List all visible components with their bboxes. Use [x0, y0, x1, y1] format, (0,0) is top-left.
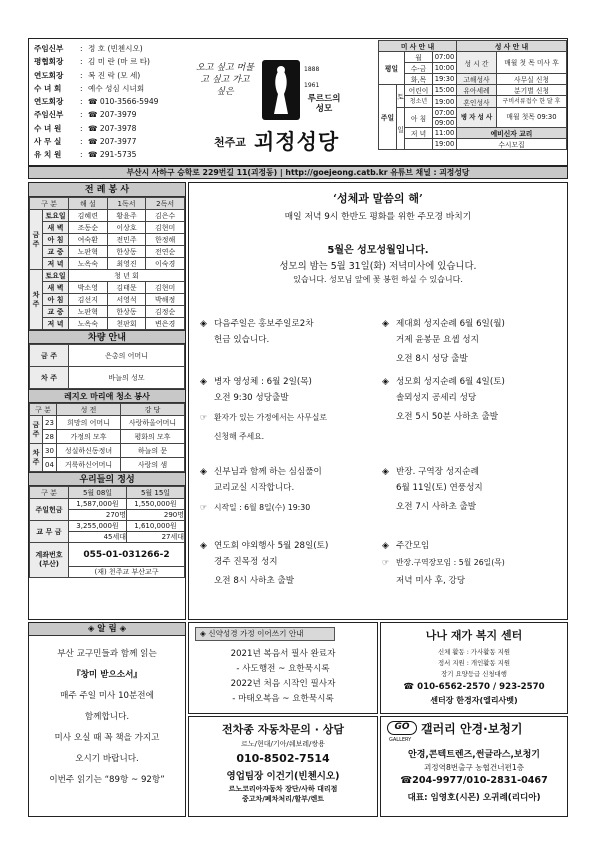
announcement-line: 거제 윤봉문 요셉 성지 — [396, 335, 479, 345]
staff-role: 수 녀 회 — [34, 83, 62, 93]
finance-h-0508: 5월 08일 — [69, 487, 127, 499]
sunday-label: 주일 — [379, 85, 397, 150]
finance-h-0515: 5월 15일 — [127, 487, 185, 499]
car-next-value: 바늘의 성모 — [69, 367, 185, 389]
legio-table — [29, 403, 185, 472]
optic-logo: GO — [387, 721, 417, 735]
staff-row — [34, 69, 184, 82]
mass-time-cell: 09:00 — [433, 118, 457, 128]
staff-sep: : — [80, 110, 83, 120]
announcement-item — [382, 318, 562, 369]
staff-value: 정 호 (빈첸시오) — [88, 44, 143, 53]
welfare-l3: 장기 요양등급 신청대행 — [441, 670, 507, 678]
liturgy-reader: 김정순 — [146, 306, 185, 318]
pointer-icon: ☞ — [382, 558, 390, 567]
mass-time-cell: 10:00 — [433, 63, 457, 74]
liturgy-reader: 한상동 — [107, 246, 146, 258]
car-ad-note2: 중고차/폐차처리/할부/렌트 — [241, 795, 325, 803]
notice-l6: 오시기 바랍니다. — [75, 754, 139, 764]
founding-year: 1888 — [304, 66, 320, 73]
liturgy-mass: 새 벽 — [43, 222, 69, 234]
legio-sanctuary: 가정의 모후 — [57, 430, 121, 444]
liturgy-mass: 아 침 — [43, 234, 69, 246]
welfare-head: 센터장 한경자(엘리사벳) — [430, 696, 518, 705]
legio-sanctuary: 희망의 어머니 — [57, 416, 121, 430]
mass-time-cell: 청소년 — [405, 96, 433, 108]
announcement-line: 경주 진목정 성지 — [214, 557, 278, 567]
liturgy-reader: 전연순 — [146, 246, 185, 258]
staff-sep: : — [80, 137, 83, 147]
staff-value: 복 진 락 (모 세) — [88, 70, 141, 80]
catechumen-value: 수시모집 — [457, 139, 567, 150]
announcement-line: 반장. 구역장 성지순례 — [396, 467, 479, 477]
notice-book: 『창미 받으소서』 — [72, 670, 142, 680]
legio-hall: 사랑의 샘 — [121, 458, 185, 472]
liturgy-reader: 김현미 — [146, 222, 185, 234]
mass-time-cell: 수-금 — [405, 63, 433, 74]
notice-l1: 부산 교구민들과 함께 읽는 — [57, 649, 157, 659]
car-ad-manager: 영업팀장 이건기(빈첸시오) — [226, 771, 340, 782]
catechumen-title: 예비신자 교리 — [457, 128, 567, 139]
account-number: 055-01-031266-2 — [69, 543, 185, 567]
offering-0515: 1,550,000원 — [127, 499, 185, 510]
sacrament-guide-title: 성 사 안 내 — [457, 41, 567, 52]
liturgy-mass: 교 중 — [43, 306, 69, 318]
optic-items: 안경,콘텍트렌즈,썬글라스,보청기 — [408, 750, 540, 760]
optic-gallery: GALLERY — [389, 737, 412, 743]
liturgy-row — [30, 210, 185, 222]
legio-hall: 평화의 모후 — [121, 430, 185, 444]
staff-sep: : — [80, 57, 83, 67]
liturgy-row — [30, 294, 185, 306]
staff-sep: : — [80, 97, 83, 107]
diamond-bullet-icon: ◈ — [382, 319, 389, 329]
announcement-item — [200, 540, 380, 591]
year-theme: ‘성체과 말씀의 해’ — [333, 192, 423, 205]
mass-time-cell — [405, 139, 433, 150]
logo-area — [190, 42, 370, 164]
liturgy-h-commentary: 해 설 — [69, 198, 108, 210]
sacrament-label: 유아세례 — [457, 85, 497, 96]
offering-label: 주일헌금 — [30, 499, 69, 521]
notice-l3: 매주 주일 미사 10분전에 — [60, 691, 154, 701]
announcement-line: 오전 8시 성당 출발 — [396, 354, 468, 364]
bible-l4: - 마태오복음 ~ 요한묵시록 — [232, 694, 334, 704]
liturgy-reader: 노옥숙 — [69, 318, 108, 330]
liturgy-mass: 아 침 — [43, 294, 69, 306]
liturgy-row — [30, 306, 185, 318]
liturgy-row — [30, 258, 185, 270]
car-ad-tel: 010-8502-7514 — [236, 752, 330, 765]
offering-0508: 1,587,000원 — [69, 499, 127, 510]
car-title: 차량 안내 — [29, 330, 185, 344]
liturgy-mass: 저 녁 — [43, 318, 69, 330]
sunday-day-label: 일 — [397, 108, 405, 150]
account-holder: (재) 천주교 부산교구 — [69, 567, 185, 578]
announcement-line: 병자 영성체 : 6월 2일(목) — [214, 377, 312, 387]
announcement-item — [200, 376, 380, 446]
liturgy-reader: 서영석 — [107, 294, 146, 306]
mass-time-cell: 월 — [405, 52, 433, 63]
liturgy-row — [30, 222, 185, 234]
dues-count-0508: 45세대 — [69, 532, 127, 543]
liturgy-reader: 천판회 — [107, 318, 146, 330]
welfare-title: 나나 재가 복지 센터 — [425, 629, 523, 642]
legio-sanctuary: 거룩하신어머니 — [57, 458, 121, 472]
legio-week: 금 주 — [30, 416, 43, 444]
lourdes-mary: 루르드의 성모 — [307, 94, 341, 114]
liturgy-week-label: 차 주 — [30, 270, 43, 330]
staff-sep: : — [80, 44, 83, 53]
diamond-bullet-icon: ◈ — [382, 467, 389, 477]
legio-num: 04 — [43, 458, 57, 472]
liturgy-row — [30, 282, 185, 294]
staff-role: 주임신부 — [34, 44, 64, 53]
diamond-bullet-icon: ◈ — [200, 541, 207, 551]
staff-sep: : — [80, 83, 83, 93]
liturgy-row — [30, 318, 185, 330]
car-ad-note1: 르노코리아자동차 장단/사하 대리점 — [228, 785, 338, 793]
liturgy-reader: 김태문 — [107, 282, 146, 294]
liturgy-week-label: 금 주 — [30, 210, 43, 270]
sacrament-label: 혼인성사 — [457, 96, 497, 108]
liturgy-reader: 한상동 — [107, 306, 146, 318]
announcement-line: 반장.구역장모임 : 5월 26일(목) — [396, 558, 505, 567]
diamond-bullet-icon: ◈ — [200, 467, 207, 477]
liturgy-h-reading2: 2독서 — [146, 198, 185, 210]
mass-time-cell: 어린이 — [405, 85, 433, 96]
diamond-bullet-icon: ◈ — [200, 377, 207, 387]
bible-l3: 2022년 처음 시작인 필사자 — [230, 679, 336, 689]
announcement-line: 다음주일은 홍보주일로2차 — [214, 319, 314, 329]
mass-time-cell: 저 녁 — [405, 128, 433, 139]
sacrament-value: 매월 첫 목 미사 후 — [497, 52, 567, 74]
optic-location: 괴정역8번출구 농협건너편1층 — [423, 763, 525, 772]
staff-row — [34, 55, 184, 68]
liturgy-reader: 김선지 — [69, 294, 108, 306]
liturgy-reader: 이상호 — [107, 222, 146, 234]
welfare-tel: ☎ 010-6562-2570 / 923-2570 — [403, 682, 545, 692]
staff-row — [34, 122, 184, 135]
sacrament-value: 분기별 신청 — [497, 85, 567, 96]
welfare-l2: 정서 지원 : 개인활동 지원 — [437, 659, 510, 667]
bible-l2: - 사도행전 ~ 요한묵시록 — [236, 664, 330, 674]
announcement-line: 오전 7시 사하초 출발 — [396, 502, 477, 512]
announcement-line: 교리교실 시작합니다. — [214, 483, 295, 493]
bible-l1: 2021년 복음서 필사 완료자 — [230, 649, 336, 659]
bible-box — [188, 622, 378, 714]
liturgy-table — [29, 197, 185, 330]
dues-0508: 3,255,000원 — [69, 521, 127, 532]
weekday-label: 평일 — [379, 52, 405, 85]
car-ad-brands: 르노/현대/기아/쉐보레/쌍용 — [241, 740, 325, 748]
liturgy-mass: 토요일 — [43, 270, 69, 282]
diamond-bullet-icon: ◈ — [200, 319, 207, 329]
staff-row — [34, 108, 184, 121]
legio-hall: 사랑하올어머니 — [121, 416, 185, 430]
pointer-icon: ☞ — [200, 413, 208, 422]
welfare-l1: 신체 활동 : 가사활동 지원 — [437, 648, 510, 656]
announcement-line: 오전 8시 사하초 출발 — [214, 576, 295, 586]
sacrament-value: 구비서류접수 한 달 후 — [497, 96, 567, 108]
may-title: 5월은 성모성월입니다. — [327, 245, 429, 256]
liturgy-reader: 김혜련 — [69, 210, 108, 222]
liturgy-reader: 노판혁 — [69, 246, 108, 258]
liturgy-mass: 저 녁 — [43, 258, 69, 270]
legio-h-div: 구 분 — [30, 404, 57, 416]
mass-time-cell: 19:30 — [433, 74, 457, 85]
liturgy-reader: 박해정 — [146, 294, 185, 306]
liturgy-reader: 노판혁 — [69, 306, 108, 318]
staff-sep: : — [80, 70, 83, 80]
legio-h-hall: 강 당 — [121, 404, 185, 416]
offering-count-0508: 270명 — [69, 510, 127, 521]
announcement-line: 성모회 성지순례 6월 4일(토) — [396, 377, 505, 387]
pointer-icon: ☞ — [200, 503, 208, 512]
left-column — [28, 182, 186, 620]
legio-sanctuary: 성실하신동정녀 — [57, 444, 121, 458]
mass-time-cell: 07:00 — [433, 108, 457, 118]
announcement-line: 솔뫼성지 공세리 성당 — [396, 393, 477, 403]
diamond-bullet-icon: ◈ — [382, 541, 389, 551]
liturgy-reader: 황윤주 — [107, 210, 146, 222]
optic-name: 갤러리 안경·보청기 — [421, 722, 523, 736]
finance-h-div: 구 분 — [30, 487, 69, 499]
mass-time-cell: 15:00 — [433, 85, 457, 96]
staff-value: ☎ 291-5735 — [88, 150, 137, 160]
staff-value: ☎ 207-3979 — [88, 110, 137, 120]
legio-num: 23 — [43, 416, 57, 430]
sacrament-label: 병 자 성 사 — [457, 108, 497, 128]
car-ad-title: 전차종 자동차문의 · 상담 — [222, 723, 344, 736]
mass-time-cell: 19:00 — [433, 96, 457, 108]
mass-time-cell: 화,목 — [405, 74, 433, 85]
optic-tel: ☎204-9977/010-2831-0467 — [400, 775, 548, 786]
sacrament-label: 성 시 간 — [457, 52, 497, 74]
staff-row — [34, 148, 184, 161]
staff-sep: : — [80, 150, 83, 160]
sacrament-label: 고해성사 — [457, 74, 497, 85]
liturgy-title: 전 례 봉 사 — [29, 183, 185, 197]
notice-l7: 이번주 읽기는 “89항 ~ 92항” — [49, 775, 165, 785]
announcement-item — [382, 540, 562, 591]
staff-row — [34, 95, 184, 108]
announcement-line: 환자가 있는 가정에서는 사무실로 — [214, 413, 327, 422]
announcement-line: 오전 5시 50분 사하초 출발 — [396, 412, 499, 422]
announcement-line: 주간모임 — [396, 541, 430, 551]
staff-sep: : — [80, 123, 83, 133]
parish-name: 괴정성당 — [254, 129, 340, 154]
liturgy-mass: 새 벽 — [43, 282, 69, 294]
legio-h-sanctuary: 성 전 — [57, 404, 121, 416]
car-next-week: 차 주 — [30, 367, 69, 389]
staff-role: 연도회장 — [34, 70, 64, 80]
notice-l4: 함께합니다. — [84, 712, 130, 722]
legio-hall: 하늘의 문 — [121, 444, 185, 458]
legio-row — [30, 430, 185, 444]
legio-title: 레지오 마리애 청소 봉사 — [29, 389, 185, 403]
mass-time-cell: 아 침 — [405, 108, 433, 128]
announcement-item — [200, 318, 380, 350]
announcement-line: 신청해 주세요. — [214, 432, 265, 441]
announcement-line: 신부님과 함께 하는 심심풀이 — [214, 467, 322, 477]
legio-row — [30, 416, 185, 430]
staff-list — [34, 42, 184, 162]
dues-0515: 1,610,000원 — [127, 521, 185, 532]
liturgy-h-reading1: 1독서 — [107, 198, 146, 210]
liturgy-reader: 노옥숙 — [69, 258, 108, 270]
liturgy-reader: 전민주 — [107, 234, 146, 246]
may-line2: 있습니다. 성모님 앞에 꽃 봉헌 하실 수 있습니다. — [293, 275, 463, 284]
dues-count-0515: 27세대 — [127, 532, 185, 543]
staff-row — [34, 42, 184, 55]
announcement-line: 연도회 야외행사 5월 28일(토) — [214, 541, 329, 551]
liturgy-group: 청 년 회 — [69, 270, 185, 282]
liturgy-reader: 조동순 — [69, 222, 108, 234]
optic-box — [380, 716, 568, 817]
staff-row — [34, 82, 184, 95]
mass-guide-title: 미 사 안 내 — [379, 41, 457, 52]
mass-table — [378, 40, 566, 150]
finance-table — [29, 486, 185, 578]
car-table — [29, 344, 185, 389]
notice-title: ◈ 알 림 ◈ — [29, 623, 185, 636]
liturgy-reader: 변은경 — [146, 318, 185, 330]
car-this-value: 은총의 어머니 — [69, 345, 185, 367]
car-ad-box — [188, 716, 378, 817]
liturgy-reader: 최영진 — [107, 258, 146, 270]
announcement-line: 저녁 미사 후, 강당 — [396, 576, 466, 586]
liturgy-mass: 교 중 — [43, 246, 69, 258]
staff-value: ☎ 207-3977 — [88, 137, 137, 147]
announcement-line: 6월 11일(토) 연풍성지 — [396, 483, 483, 493]
announcement-item — [200, 466, 380, 517]
staff-value: ☎ 207-3978 — [88, 123, 137, 133]
car-this-week: 금 주 — [30, 345, 69, 367]
finance-title: 우리들의 정성 — [29, 472, 185, 486]
legio-row — [30, 458, 185, 472]
staff-role: 수 녀 원 — [34, 123, 62, 133]
staff-role: 주임신부 — [34, 110, 64, 120]
church-emblem — [262, 60, 300, 120]
staff-value: ☎ 010-3566-5949 — [88, 97, 159, 107]
may-line1: 성모의 밤는 5월 31일(화) 저녁미사에 있습니다. — [279, 261, 477, 272]
liturgy-row — [30, 270, 185, 282]
mass-time-cell: 11:00 — [433, 128, 457, 139]
liturgy-reader: 김은수 — [146, 210, 185, 222]
notice-box — [28, 622, 186, 817]
staff-role: 연도회장 — [34, 97, 64, 107]
liturgy-mass: 토요일 — [43, 210, 69, 222]
liturgy-reader: 이숙경 — [146, 258, 185, 270]
legio-num: 30 — [43, 444, 57, 458]
staff-row — [34, 135, 184, 148]
liturgy-h-div: 구 분 — [30, 198, 69, 210]
liturgy-row — [30, 246, 185, 258]
bible-title: ◈ 신약성경 가정 이어쓰기 안내 — [195, 627, 335, 641]
sacrament-value: 사무실 신청 — [497, 74, 567, 85]
liturgy-row — [30, 234, 185, 246]
staff-role: 유 치 원 — [34, 150, 62, 160]
address-bar: 부산시 사하구 승학로 229번길 11(괴정동) | http://goejeong.catb.kr 유튜브 채널 : 괴정성당 — [28, 166, 568, 179]
dues-label: 교 무 금 — [30, 521, 69, 543]
announcement-line: 헌금 있습니다. — [214, 335, 270, 345]
diamond-bullet-icon: ◈ — [382, 377, 389, 387]
staff-value: 김 미 란 (마 르 타) — [88, 57, 151, 67]
account-label: 계좌번호 (부산) — [30, 543, 69, 578]
welfare-box — [380, 622, 568, 714]
saturday-label: 토 — [397, 85, 405, 108]
sacrament-value: 매월 첫목 09:30 — [497, 108, 567, 128]
staff-value: 예수 성심 시녀회 — [88, 83, 145, 93]
legio-row — [30, 444, 185, 458]
mass-time-cell: 07:00 — [433, 52, 457, 63]
liturgy-reader: 여숙환 — [69, 234, 108, 246]
optic-rep: 대표: 임영호(시몬) 오귀례(리디아) — [407, 793, 541, 803]
mass-time-cell: 19:00 — [433, 139, 457, 150]
announcement-item — [382, 466, 562, 517]
notice-l5: 미사 오실 때 꼭 책을 가지고 — [54, 733, 160, 743]
staff-role: 평협회장 — [34, 57, 64, 67]
legio-week: 차 주 — [30, 444, 43, 472]
parish-prefix: 천주교 — [214, 136, 246, 149]
liturgy-reader: 박소영 — [69, 282, 108, 294]
liturgy-reader: 한정해 — [146, 234, 185, 246]
liturgy-reader: 김현미 — [146, 282, 185, 294]
announcement-line: 오전 9:30 성당출발 — [214, 393, 289, 403]
announcement-line: 시작일 : 6월 8일(수) 19:30 — [214, 503, 311, 512]
staff-role: 사 무 실 — [34, 137, 62, 147]
announcement-line: 제대회 성지순례 6월 6일(월) — [396, 319, 505, 329]
offering-count-0515: 290명 — [127, 510, 185, 521]
peace-prayer: 매일 저녁 9시 한반도 평화를 위한 주모경 바치기 — [284, 212, 472, 222]
legio-num: 28 — [43, 430, 57, 444]
founding-year-2: 1961 — [304, 82, 320, 89]
handwriting-slogan: 오고 싶고 머물고 싶고 가고 싶은 — [196, 63, 254, 97]
announcement-item — [382, 376, 562, 427]
